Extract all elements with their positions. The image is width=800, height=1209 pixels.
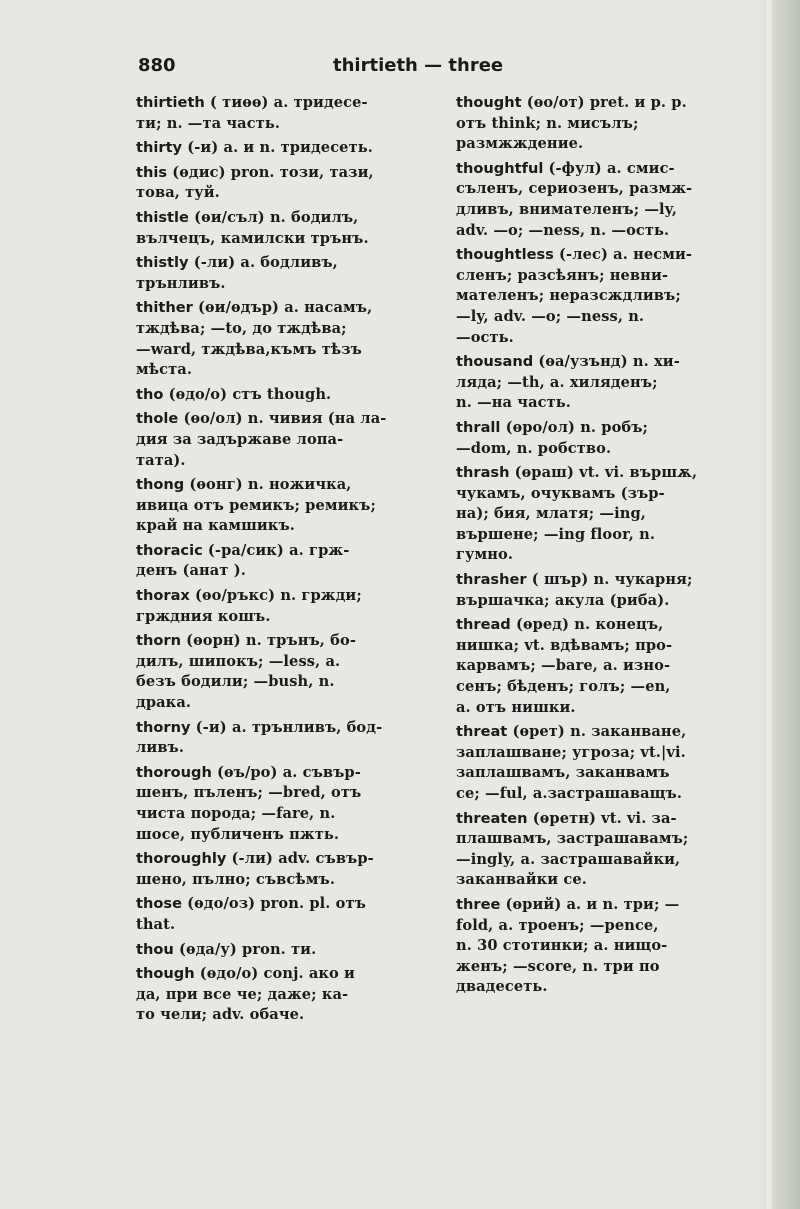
entry-definition-line: (-ли) adv. съвър- — [226, 850, 374, 868]
entry-definition-line: заплашвамъ, заканвамъ — [456, 764, 670, 782]
entry-definition-line: (ѳо/ол) n. чивия (на ла- — [178, 410, 387, 428]
dictionary-entry — [136, 93, 436, 134]
dictionary-entry — [456, 352, 756, 414]
entry-definition-line: шено, пълно; съвсѣмъ. — [136, 870, 336, 888]
dictionary-entry — [456, 615, 756, 718]
entry-definition-line: (ѳдис) pron. този, тази, — [167, 163, 374, 181]
entry-definition-line: карвамъ; —bare, a. изно- — [456, 657, 671, 675]
entry-headword: thorn — [136, 632, 181, 650]
entry-definition-line: шосе, публиченъ пжть. — [136, 825, 340, 843]
entry-definition-line: чиста порода; —fare, n. — [136, 805, 336, 822]
entry-definition-line: нишка; vt. вдѣвамъ; про- — [456, 636, 673, 654]
entry-definition-line: (ѳрет) n. заканване, — [507, 723, 687, 741]
dictionary-entry — [456, 895, 756, 998]
entry-definition-line: that. — [136, 915, 176, 933]
dictionary-entry — [136, 475, 436, 537]
dictionary-entry — [456, 418, 756, 459]
entry-definition-line: —ость. — [456, 328, 514, 346]
entry-definition-line: да, при все че; даже; ка- — [136, 985, 349, 1003]
entry-definition-line: fold, a. троенъ; —pence, — [456, 916, 659, 934]
entry-definition-line: шенъ, пъленъ; —bred, отъ — [136, 784, 362, 802]
entry-headword: thought — [456, 94, 522, 111]
dictionary-entry — [136, 253, 436, 294]
entry-definition-line: ти; n. —та часть. — [136, 114, 281, 132]
page-edge-shadow — [758, 0, 800, 1209]
entry-definition-line: двадесеть. — [456, 978, 548, 996]
entry-definition-line: (ѳи/ѳдър) a. насамъ, — [192, 299, 373, 317]
dictionary-entry — [136, 163, 436, 204]
dictionary-entry — [136, 541, 436, 582]
entry-definition-line: дилъ, шипокъ; —less, a. — [136, 652, 341, 670]
entry-definition-line: (ѳретн) vt. vi. за- — [527, 809, 677, 827]
dictionary-entry — [456, 722, 756, 804]
entry-headword: thrasher — [456, 571, 527, 589]
dictionary-entry — [136, 849, 436, 890]
entry-definition-line: (ѳорн) n. трънъ, бо- — [180, 632, 356, 650]
entry-definition-line: (-фул) a. смис- — [543, 159, 675, 177]
entry-headword: thirtieth — [136, 94, 205, 111]
entry-definition-line: —ingly, a. застрашавайки, — [456, 850, 681, 868]
entry-definition-line: (-ра/сик) a. грж- — [202, 541, 350, 559]
entry-definition-line: вълчецъ, камилски трънъ. — [136, 229, 369, 247]
entry-headword: thrash — [456, 464, 510, 482]
entry-definition-line: (ѳо/ръкс) n. гржди; — [189, 587, 362, 605]
entry-headword: thole — [136, 410, 179, 428]
entry-definition-line: (-лес) a. несми- — [553, 246, 693, 264]
dictionary-entry — [136, 894, 436, 935]
dictionary-entry — [456, 463, 756, 566]
entry-headword: threaten — [456, 809, 528, 827]
entry-definition-line: драка. — [136, 694, 192, 712]
entry-definition-line: женъ; —score, n. три по — [456, 957, 660, 975]
page-edge-highlight — [766, 0, 772, 1209]
dictionary-entry — [136, 763, 436, 845]
entry-definition-line: (ѳрий) a. и n. три; — — [500, 895, 680, 913]
entry-definition-line: то чели; adv. обаче. — [136, 1006, 305, 1024]
entry-definition-line: (ѳдо/о) conj. ако и — [194, 965, 355, 983]
dictionary-entry — [136, 631, 436, 713]
entry-definition-line: (ѳро/ол) n. робъ; — [500, 418, 649, 436]
entry-headword: thou — [136, 940, 174, 958]
dictionary-entry — [136, 964, 436, 1026]
entry-headword: tho — [136, 385, 164, 403]
entry-definition-line: трънливъ. — [136, 274, 226, 292]
entry-definition-line: заканвайки се. — [456, 871, 587, 889]
entry-headword: thither — [136, 299, 193, 317]
entry-definition-line: мѣста. — [136, 361, 193, 379]
dictionary-entry — [456, 809, 756, 891]
entry-definition-line: край на камшикъ. — [136, 517, 295, 535]
entry-definition-line: —ly, adv. —о; —ness, n. — [456, 307, 645, 325]
dictionary-entry — [136, 718, 436, 759]
entry-definition-line: ( тиѳѳ) a. тридесе- — [204, 94, 368, 111]
entry-definition-line: грждния кошъ. — [136, 607, 271, 625]
entry-headword: thorax — [136, 587, 190, 605]
entry-definition-line: (ѳда/у) pron. ти. — [173, 940, 317, 958]
entry-definition-line: a. отъ нишки. — [456, 698, 576, 716]
entry-definition-line: adv. —о; —ness, n. —ость. — [456, 221, 670, 239]
entry-definition-line: —ward, тждѣва,къмъ тѣзъ — [136, 340, 362, 358]
entry-definition-line: дия за задържаве лопа- — [136, 430, 344, 448]
entry-definition-line: n. —на часть. — [456, 394, 571, 412]
entry-headword: thousand — [456, 353, 534, 371]
dictionary-entry — [456, 570, 756, 611]
entry-headword: thorny — [136, 718, 191, 736]
entry-definition-line: ивица отъ ремикъ; ремикъ; — [136, 496, 376, 514]
dictionary-entry — [456, 245, 756, 348]
entry-headword: thrall — [456, 418, 501, 436]
entry-headword: thong — [136, 476, 185, 494]
entry-definition-line: —dom, n. робство. — [456, 439, 612, 457]
dictionary-entry — [136, 409, 436, 471]
entry-definition-line: (ѳред) n. конецъ, — [510, 616, 664, 634]
entry-definition-line: чукамъ, очуквамъ (зър- — [456, 484, 665, 502]
entry-definition-line: отъ think; n. мисълъ; — [456, 114, 639, 132]
entry-headword: thread — [456, 616, 511, 634]
entry-headword: thoracic — [136, 541, 203, 559]
entry-definition-line: сленъ; разсѣянъ; невни- — [456, 266, 669, 284]
entry-definition-line: мателенъ; неразсждливъ; — [456, 287, 681, 305]
entry-definition-line: това, туй. — [136, 184, 220, 202]
entry-definition-line: дливъ, внимателенъ; —ly, — [456, 200, 678, 218]
entry-definition-line: вършене; —ing floor, n. — [456, 525, 656, 543]
entry-definition-line: ляда; —th, a. хиляденъ; — [456, 373, 658, 391]
entry-headword: thorough — [136, 763, 212, 781]
entry-headword: three — [456, 895, 501, 913]
dictionary-entry — [136, 138, 436, 159]
dictionary-entry — [136, 586, 436, 627]
running-title: thirtieth — three — [333, 55, 504, 76]
entry-definition-line: (ѳдо/оз) pron. pl. отъ — [181, 895, 366, 913]
dictionary-entry — [136, 385, 436, 406]
entry-definition-line: (-и) a. трънливъ, бод- — [190, 718, 383, 736]
entry-headword: those — [136, 895, 182, 913]
entry-definition-line: (ѳдо/о) стъ though. — [163, 385, 332, 403]
entry-headword: thoroughly — [136, 850, 227, 868]
dictionary-entry — [136, 298, 436, 380]
entry-definition-line: гумно. — [456, 546, 514, 564]
entry-definition-line: (ѳонг) n. ножичка, — [184, 476, 352, 494]
entry-headword: though — [136, 965, 195, 983]
entry-definition-line: тата). — [136, 451, 186, 469]
page-number: 880 — [138, 55, 176, 76]
right-column — [456, 93, 756, 1002]
left-column — [136, 93, 436, 1030]
entry-headword: thirty — [136, 139, 183, 157]
entry-definition-line: ливъ. — [136, 739, 185, 757]
entry-definition-line: ( шър) n. чукарня; — [526, 571, 693, 589]
entry-headword: this — [136, 163, 168, 181]
entry-definition-line: (-ли) a. бодливъ, — [188, 254, 338, 272]
dictionary-entry — [456, 93, 756, 155]
entry-definition-line: (ѳраш) vt. vi. вършѫ, — [509, 464, 698, 482]
entry-definition-line: безъ бодили; —bush, n. — [136, 673, 335, 691]
entry-headword: thoughtless — [456, 246, 554, 264]
entry-definition-line: сенъ; бѣденъ; голъ; —en, — [456, 678, 671, 696]
entry-definition-line: (ѳи/съл) n. бодилъ, — [188, 208, 359, 226]
entry-definition-line: n. 30 стотинки; a. нищо- — [456, 937, 668, 955]
page-header — [138, 55, 778, 85]
entry-definition-line: плашвамъ, застрашавамъ; — [456, 830, 689, 848]
dictionary-entry — [136, 208, 436, 249]
entry-definition-line: денъ (анат ). — [136, 562, 246, 580]
dictionary-entry — [136, 940, 436, 961]
entry-headword: thistle — [136, 208, 189, 226]
entry-headword: threat — [456, 723, 508, 741]
entry-definition-line: тждѣва; —to, до тждѣва; — [136, 319, 347, 337]
entry-definition-line: размжждение. — [456, 135, 584, 153]
entry-headword: thistly — [136, 254, 189, 272]
entry-definition-line: се; —ful, a.застрашаващъ. — [456, 785, 683, 802]
entry-definition-line: на); бия, млатя; —ing, — [456, 505, 646, 523]
entry-definition-line: (ѳъ/ро) a. съвър- — [211, 763, 361, 781]
entry-definition-line: (ѳо/от) pret. и p. p. — [521, 94, 687, 111]
entry-definition-line: (ѳа/узънд) n. хи- — [533, 353, 680, 371]
entry-definition-line: съленъ, сериозенъ, размж- — [456, 180, 693, 198]
entry-definition-line: заплашване; угроза; vt.|vi. — [456, 743, 686, 761]
entry-headword: thoughtful — [456, 159, 544, 177]
entry-definition-line: (-и) a. и n. тридесеть. — [182, 139, 373, 157]
entry-definition-line: вършачка; акула (риба). — [456, 591, 670, 609]
dictionary-entry — [456, 159, 756, 241]
